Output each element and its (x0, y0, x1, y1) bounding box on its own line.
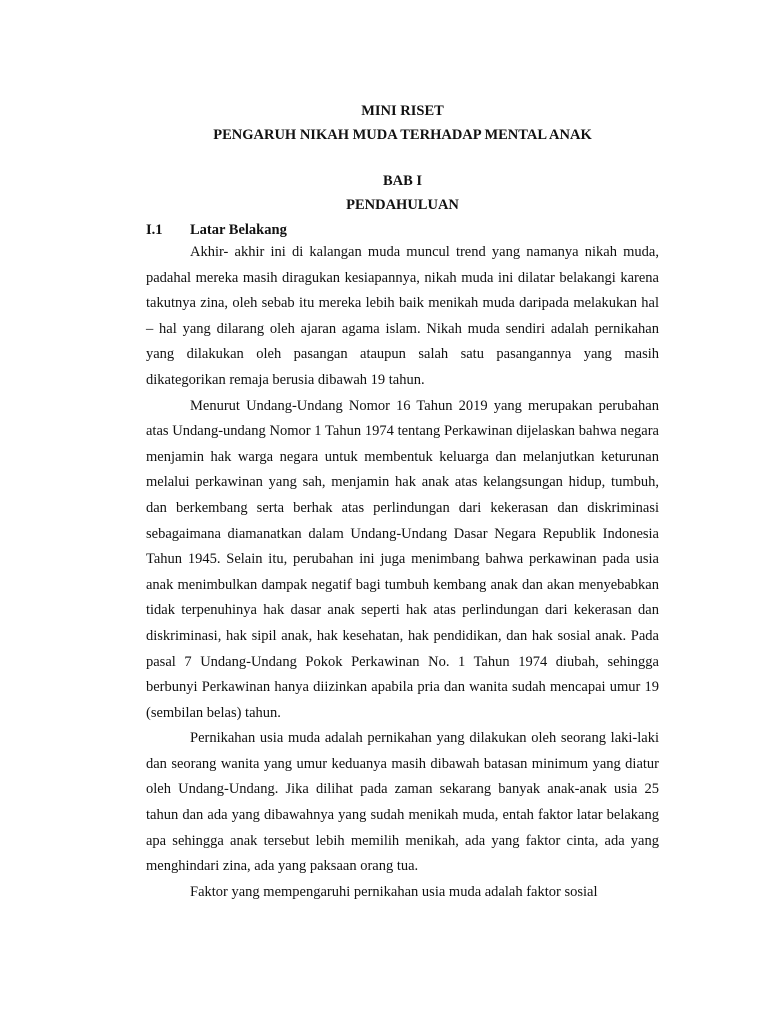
document-content (146, 101, 659, 905)
chapter-number: BAB I (382, 173, 423, 189)
paragraph: Menurut Undang-Undang Nomor 16 Tahun 2019 yang merupakan perubahan atas Undang-undang Nomor 1 Tahun 1974 tentang Perkawinan dijelaskan bahwa negara menjamin hak warga negara untuk membentuk keluarga dan melanjutkan keturunan melalui perkawinan yang sah, menjamin hak anak atas kelangsungan hidup, tumbuh, dan berkembang serta berhak atas perlindungan dari kekerasan dan diskriminasi sebagaimana diamanatkan dalam Undang-Undang Dasar Negara Republik Indonesia Tahun 1945. Selain itu, perubahan ini juga menimbang bahwa perkawinan pada usia anak menimbulkan dampak negatif bagi tumbuh kembang anak dan akan menyebabkan tidak terpenuhinya hak dasar anak seperti hak atas perlindungan dari kekerasan dan diskriminasi, hak sipil anak, hak kesehatan, hak pendidikan, dan hak sosial anak. Pada pasal 7 Undang-Undang Pokok Perkawinan No. 1 Tahun 1974 diubah, sehingga berbunyi Perkawinan hanya diizinkan apabila pria dan wanita sudah mencapai umur 19 (sembilan belas) tahun. (146, 397, 659, 721)
paragraph: Akhir- akhir ini di kalangan muda muncul trend yang namanya nikah muda, padahal mereka masih diragukan kesiapannya, nikah muda ini dilatar belakangi karena takutnya zina, oleh sebab itu mereka lebih baik menikah muda daripada melakukan hal – hal yang dilarang oleh ajaran agama islam. Nikah muda sendiri adalah pernikahan yang dilakukan oleh pasangan ataupun salah satu pasangannya yang masih dikategorikan remaja berusia dibawah 19 tahun. (146, 244, 659, 388)
paragraph: Pernikahan usia muda adalah pernikahan yang dilakukan oleh seorang laki-laki dan seorang wanita yang umur keduanya masih dibawah batasan minimum yang diatur oleh Undang-Undang. Jika dilihat pada zaman sekarang banyak anak-anak usia 25 tahun dan ada yang dibawahnya yang sudah menikah muda, entah faktor latar belakang apa sehingga anak tersebut lebih memilih menikah, ada yang faktor cinta, ada yang menghindari zina, ada yang paksaan orang tua. (146, 730, 659, 875)
section-number: I.1 (146, 222, 163, 238)
document-title: MINI RISET (361, 103, 444, 119)
section-title: Latar Belakang (190, 222, 287, 238)
document-subtitle: PENGARUH NIKAH MUDA TERHADAP MENTAL ANAK (213, 127, 592, 143)
paragraph: Faktor yang mempengaruhi pernikahan usia muda adalah faktor sosial (190, 883, 598, 900)
chapter-title: PENDAHULUAN (346, 197, 459, 213)
section-heading (146, 220, 659, 240)
